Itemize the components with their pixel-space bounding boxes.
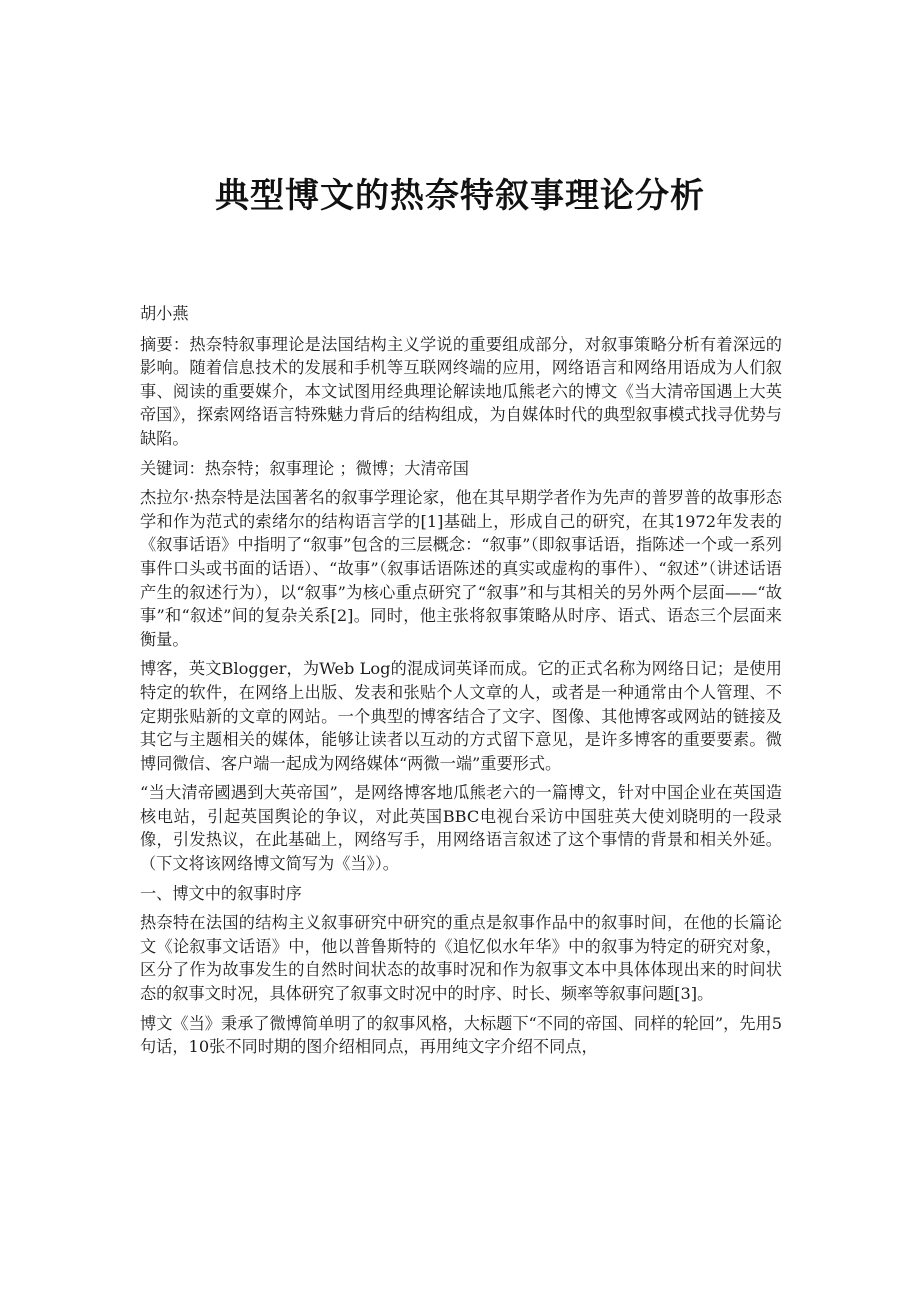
document-body <box>140 302 782 1065</box>
body-paragraph-genette: 杰拉尔·热奈特是法国著名的叙事学理论家，他在其早期学者作为先声的普罗普的故事形态学和作为范式的索绪尔的结构语言学的[1]基础上，形成自己的研究，在其1972年发表的《叙事话语》中指明了“叙事”包含的三层概念：“叙事”（即叙事话语，指陈述一个或一系列事件口头或书面的话语）、“故事”（叙事话语陈述的真实或虚构的事件）、“叙述”（讲述话语产生的叙述行为），以“叙事”为核心重点研究了“叙事”和与其相关的另外两个层面——“故事”和“叙述”间的复杂关系[2]。同时，他主张将叙事策略从时序、语式、语态三个层面来衡量。 <box>140 488 782 649</box>
keywords-line: 关键词：热奈特；叙事理论 ；微博；大清帝国 <box>140 458 469 478</box>
document-title: 典型博文的热奈特叙事理论分析 <box>215 176 705 216</box>
body-paragraph-article-intro: “当大清帝國遇到大英帝国”，是网络博客地瓜熊老六的一篇博文，针对中国企业在英国造核电站，引起英国舆论的争议，对此英国BBC电视台采访中国驻英大使刘晓明的一段录像，引发热议，在此基础上，网络写手，用网络语言叙述了这个事情的背景和相关外延。（下文将该网络博文简写为《当》）。 <box>140 783 782 874</box>
abstract-paragraph: 摘要：热奈特叙事理论是法国结构主义学说的重要组成部分，对叙事策略分析有着深远的影响。随着信息技术的发展和手机等互联网终端的应用，网络语言和网络用语成为人们叙事、阅读的重要媒介，本文试图用经典理论解读地瓜熊老六的博文《当大清帝国遇上大英帝国》，探索网络语言特殊魅力背后的结构组成，为自媒体时代的典型叙事模式找寻优势与缺陷。 <box>140 334 782 448</box>
body-paragraph-blog: 博客，英文Blogger，为Web Log的混成词英译而成。它的正式名称为网络日记；是使用特定的软件，在网络上出版、发表和张贴个人文章的人，或者是一种通常由个人管理、不定期张贴新的文章的网站。一个典型的博客结合了文字、图像、其他博客或网站的链接及其它与主题相关的媒体，能够让读者以互动的方式留下意见，是许多博客的重要要素。微博同微信、客户端一起成为网络媒体“两微一端”重要形式。 <box>140 659 782 773</box>
body-paragraph-narrative-time: 热奈特在法国的结构主义叙事研究中研究的重点是叙事作品中的叙事时间，在他的长篇论文《论叙事文话语》中，他以普鲁斯特的《追忆似水年华》中的叙事为特定的研究对象，区分了作为故事发生的自然时间状态的故事时况和作为叙事文本中具体体现出来的时间状态的叙事文时况，具体研究了叙事文时况中的时序、时长、频率等叙事问题[3]。 <box>140 913 782 1004</box>
body-paragraph-article-style: 博文《当》秉承了微博简单明了的叙事风格，大标题下“不同的帝国、同样的轮回”，先用5句话，10张不同时期的图介绍相同点，再用纯文字介绍不同点， <box>140 1013 782 1057</box>
author-name: 胡小燕 <box>140 304 189 323</box>
section-heading: 一、博文中的叙事时序 <box>140 883 302 903</box>
